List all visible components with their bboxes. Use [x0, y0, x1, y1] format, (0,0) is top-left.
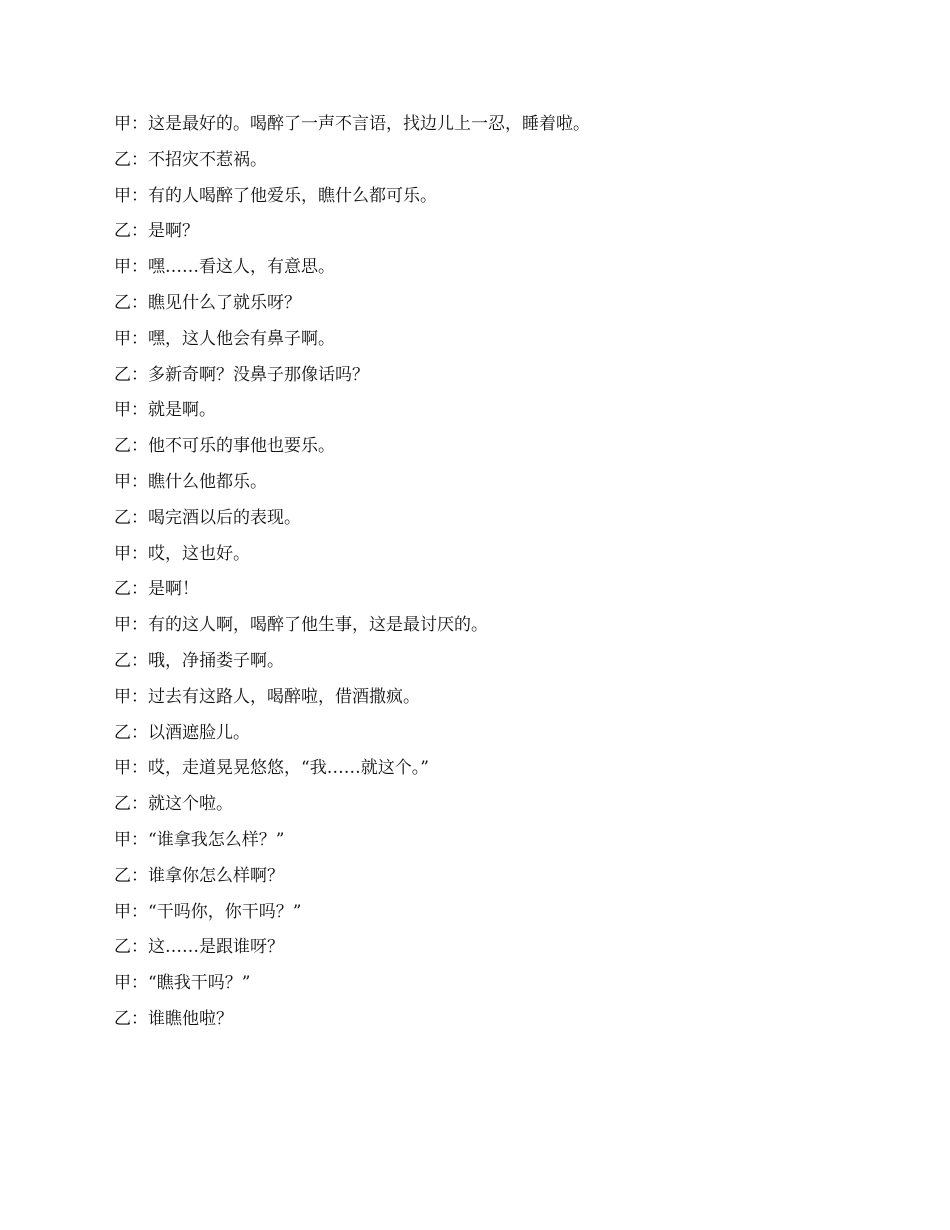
- speaker-separator: ：: [131, 221, 148, 242]
- dialogue-list: [114, 110, 874, 1041]
- speaker-label: 甲: [114, 973, 131, 994]
- dialogue-text: 这……是跟谁呀？: [148, 937, 284, 958]
- speaker-label: 乙: [114, 865, 131, 886]
- dialogue-text: 就是啊。: [148, 400, 216, 421]
- dialogue-line: [114, 647, 874, 683]
- dialogue-line: [114, 933, 874, 969]
- dialogue-line: [114, 754, 874, 790]
- speaker-label: 甲: [114, 829, 131, 850]
- speaker-label: 甲: [114, 901, 131, 922]
- speaker-separator: ：: [131, 400, 148, 421]
- speaker-label: 乙: [114, 650, 131, 671]
- dialogue-line: [114, 540, 874, 576]
- dialogue-line: [114, 862, 874, 898]
- speaker-separator: ：: [131, 114, 148, 134]
- dialogue-line: [114, 826, 874, 862]
- dialogue-line: [114, 361, 874, 397]
- speaker-separator: ：: [131, 615, 148, 636]
- speaker-label: 甲: [114, 328, 131, 349]
- speaker-label: 甲: [114, 615, 131, 636]
- speaker-label: 甲: [114, 114, 131, 134]
- speaker-label: 乙: [114, 1008, 131, 1029]
- speaker-label: 乙: [114, 149, 131, 170]
- speaker-separator: ：: [131, 507, 148, 528]
- dialogue-text: 是啊！: [148, 579, 199, 600]
- dialogue-line: [114, 182, 874, 218]
- speaker-separator: ：: [131, 543, 148, 564]
- dialogue-line: [114, 719, 874, 755]
- speaker-separator: ：: [131, 436, 148, 457]
- dialogue-text: 这是最好的。喝醉了一声不言语，找边儿上一忍，睡着啦。: [148, 114, 590, 134]
- speaker-separator: ：: [131, 794, 148, 815]
- speaker-separator: ：: [131, 865, 148, 886]
- speaker-label: 乙: [114, 722, 131, 743]
- dialogue-text: 喝完酒以后的表现。: [148, 507, 301, 528]
- dialogue-text: 不招灾不惹祸。: [148, 149, 267, 170]
- dialogue-line: [114, 468, 874, 504]
- dialogue-text: 哦，净捅娄子啊。: [148, 650, 284, 671]
- dialogue-text: 就这个啦。: [148, 794, 233, 815]
- dialogue-line: [114, 289, 874, 325]
- dialogue-text: 哎，这也好。: [148, 543, 250, 564]
- speaker-separator: ：: [131, 328, 148, 349]
- speaker-label: 甲: [114, 257, 131, 278]
- speaker-label: 乙: [114, 292, 131, 313]
- dialogue-text: 是啊？: [148, 221, 199, 242]
- speaker-separator: ：: [131, 758, 148, 779]
- speaker-separator: ：: [131, 650, 148, 671]
- dialogue-line: [114, 790, 874, 826]
- speaker-label: 甲: [114, 758, 131, 779]
- speaker-separator: ：: [131, 149, 148, 170]
- speaker-separator: ：: [131, 1008, 148, 1029]
- dialogue-text: “谁拿我怎么样？”: [148, 829, 285, 850]
- dialogue-line: [114, 969, 874, 1005]
- dialogue-text: 瞧见什么了就乐呀？: [148, 292, 301, 313]
- dialogue-line: [114, 683, 874, 719]
- speaker-separator: ：: [131, 257, 148, 278]
- dialogue-text: 他不可乐的事他也要乐。: [148, 436, 335, 457]
- speaker-label: 乙: [114, 436, 131, 457]
- speaker-label: 甲: [114, 471, 131, 492]
- speaker-label: 乙: [114, 507, 131, 528]
- speaker-label: 乙: [114, 937, 131, 958]
- speaker-label: 甲: [114, 543, 131, 564]
- speaker-label: 乙: [114, 364, 131, 385]
- speaker-separator: ：: [131, 364, 148, 385]
- dialogue-text: 有的这人啊，喝醉了他生事，这是最讨厌的。: [148, 615, 488, 636]
- dialogue-line: [114, 110, 874, 146]
- dialogue-line: [114, 504, 874, 540]
- dialogue-text: “瞧我干吗？”: [148, 973, 251, 994]
- speaker-separator: ：: [131, 829, 148, 850]
- dialogue-text: 谁瞧他啦？: [148, 1008, 233, 1029]
- dialogue-text: 以酒遮脸儿。: [148, 722, 250, 743]
- speaker-separator: ：: [131, 185, 148, 206]
- speaker-separator: ：: [131, 722, 148, 743]
- dialogue-line: [114, 432, 874, 468]
- dialogue-line: [114, 575, 874, 611]
- speaker-separator: ：: [131, 901, 148, 922]
- speaker-label: 乙: [114, 221, 131, 242]
- speaker-separator: ：: [131, 937, 148, 958]
- dialogue-text: 有的人喝醉了他爱乐，瞧什么都可乐。: [148, 185, 437, 206]
- dialogue-line: [114, 898, 874, 934]
- dialogue-text: 谁拿你怎么样啊？: [148, 865, 284, 886]
- dialogue-text: 过去有这路人，喝醉啦，借酒撒疯。: [148, 686, 420, 707]
- dialogue-line: [114, 146, 874, 182]
- dialogue-text: 哎，走道晃晃悠悠，“我……就这个。”: [148, 758, 429, 779]
- speaker-separator: ：: [131, 471, 148, 492]
- speaker-separator: ：: [131, 292, 148, 313]
- dialogue-line: [114, 325, 874, 361]
- speaker-separator: ：: [131, 579, 148, 600]
- dialogue-text: 瞧什么他都乐。: [148, 471, 267, 492]
- dialogue-text: 嘿……看这人，有意思。: [148, 257, 335, 278]
- dialogue-line: [114, 253, 874, 289]
- speaker-label: 甲: [114, 400, 131, 421]
- dialogue-line: [114, 217, 874, 253]
- dialogue-text: 嘿，这人他会有鼻子啊。: [148, 328, 335, 349]
- dialogue-text: 多新奇啊？没鼻子那像话吗？: [148, 364, 369, 385]
- dialogue-line: [114, 396, 874, 432]
- speaker-label: 乙: [114, 579, 131, 600]
- dialogue-line: [114, 611, 874, 647]
- dialogue-text: “干吗你，你干吗？”: [148, 901, 302, 922]
- speaker-label: 乙: [114, 794, 131, 815]
- speaker-separator: ：: [131, 973, 148, 994]
- dialogue-line: [114, 1005, 874, 1041]
- speaker-label: 甲: [114, 686, 131, 707]
- speaker-label: 甲: [114, 185, 131, 206]
- speaker-separator: ：: [131, 686, 148, 707]
